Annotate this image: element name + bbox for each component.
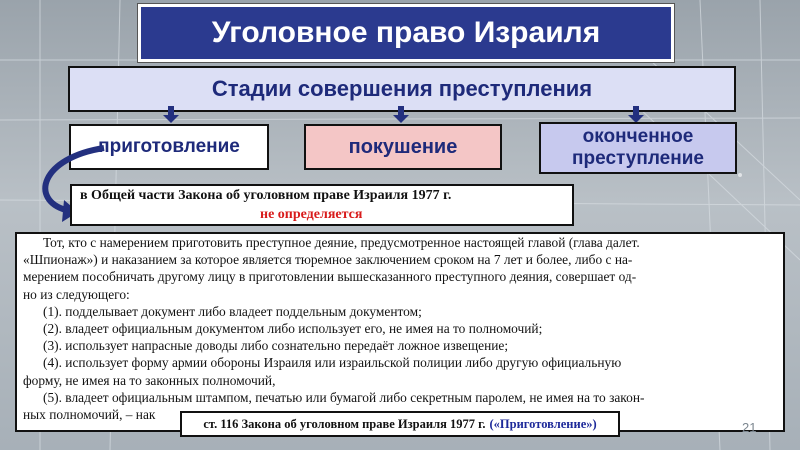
law-item-1: (1). подделывает документ либо владеет поддельным документом; [43, 303, 422, 319]
stage-label-line1: оконченное [582, 126, 694, 147]
law-item-4-cont: форму, не имея на то законных полномочий, [23, 372, 276, 388]
source-ref: («Приготовление») [489, 416, 597, 431]
stage-label-line2: преступление [572, 148, 704, 169]
stage-label: покушение [348, 136, 458, 158]
law-item-5: (5). владеет официальным штампом, печатью или бумагой либо секретным паролем, не имея на то закон- [43, 389, 645, 405]
law-item-4: (4). использует форму армии обороны Израиля или израильской полиции либо другую официальную [43, 355, 622, 371]
stages-header: Стадии совершения преступления [68, 66, 736, 112]
page-number: 21 [742, 420, 757, 435]
law-text-line: Тот, кто с намерением приготовить преступное деяние, предусмотренное настоящей главой (глава далет. [43, 235, 640, 250]
source-citation [180, 411, 620, 437]
law-item-2: (2). владеет официальным документом либо использует его, не имея на то полномочий; [43, 321, 543, 337]
note-text: в Общей части Закона об уголовном праве Израиля 1977 г. [80, 188, 452, 203]
source-text: ст. 116 Закона об уголовном праве Израиля 1977 г. [203, 416, 486, 431]
law-text-box [15, 232, 785, 432]
note-highlight: не определяется [260, 207, 363, 222]
stage-label: приготовление [98, 136, 240, 157]
law-text-line: мерением пособничать другому лицу в приготовлении вышесказанного преступного деяния, совершает од- [23, 269, 637, 285]
law-item-5-cont: ных полномочий, – нак [23, 407, 156, 423]
law-item-3: (3). использует напрасные доводы либо сознательно передаёт ложное извещение; [43, 338, 509, 354]
definition-note [70, 184, 574, 226]
law-text-line: «Шпионаж») и наказанием за которое является тюремное заключением сроком на 7 лет и более, либо с на- [23, 252, 633, 268]
slide-title: Уголовное право Израиля [138, 4, 674, 62]
law-text-line: но из следующего: [23, 286, 130, 302]
